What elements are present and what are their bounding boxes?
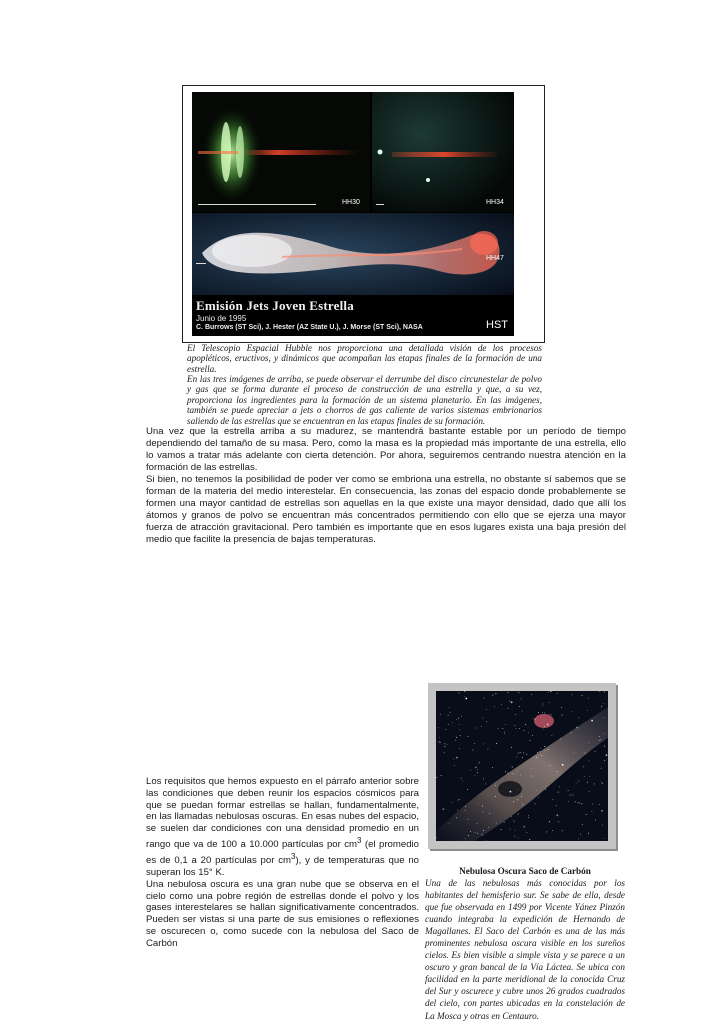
- star: [508, 692, 509, 693]
- star: [440, 714, 441, 715]
- star: [505, 724, 506, 725]
- star: [544, 726, 545, 727]
- star: [444, 746, 445, 747]
- coalsack-photo-frame: [428, 683, 616, 849]
- star: [439, 742, 440, 743]
- star: [536, 757, 537, 758]
- star: [522, 711, 523, 712]
- star: [485, 783, 486, 784]
- star: [572, 694, 573, 695]
- star: [438, 742, 439, 743]
- star: [456, 719, 457, 720]
- star: [507, 772, 508, 773]
- star: [531, 776, 532, 777]
- star: [455, 740, 456, 741]
- star: [486, 709, 487, 710]
- star: [470, 831, 471, 832]
- star: [452, 722, 453, 723]
- star: [582, 824, 583, 825]
- star: [575, 801, 576, 802]
- star: [483, 778, 484, 779]
- star: [505, 771, 506, 772]
- star: [528, 815, 529, 816]
- cm3-superscript-1: 3: [357, 835, 362, 845]
- star: [518, 837, 519, 838]
- star: [520, 775, 521, 776]
- star: [602, 825, 603, 826]
- star: [441, 775, 442, 776]
- star: [465, 838, 466, 839]
- star: [470, 770, 471, 771]
- star: [464, 691, 465, 692]
- star: [535, 803, 536, 804]
- hh30-label: HH30: [342, 199, 360, 206]
- star: [589, 791, 590, 792]
- star: [578, 838, 579, 839]
- star: [572, 794, 573, 795]
- star: [457, 800, 458, 801]
- hh30-image: [192, 92, 370, 212]
- star: [444, 743, 445, 744]
- star: [458, 718, 459, 719]
- star: [526, 754, 527, 755]
- star: [489, 813, 490, 814]
- star: [487, 748, 488, 749]
- star: [599, 740, 600, 741]
- star: [456, 757, 458, 759]
- star: [518, 789, 519, 790]
- star: [547, 724, 549, 726]
- star: [482, 718, 483, 719]
- star: [560, 739, 561, 740]
- star: [439, 737, 440, 738]
- lower-text-part-1: Los requisitos que hemos expuesto en el párrafo anterior sobre las condiciones que deben reunir los espacios cósmicos para que se puedan formar estrellas se hallan, fundamentalmente, en las llamadas nebulosas oscuras. En esas nubes del espacio, se suelen dar condiciones con una densidad promedio en un rango que va de 100 a 10.000 partículas por cm: [146, 776, 419, 851]
- star: [518, 753, 519, 754]
- star: [584, 776, 585, 777]
- star: [570, 795, 571, 796]
- star: [521, 796, 522, 797]
- star: [482, 806, 483, 807]
- star: [443, 808, 445, 810]
- body-paragraph-1: Una vez que la estrella arriba a su madurez, se mantendrá bastante estable por un período de tiempo dependiendo del tamaño de su masa. Pero, como la masa es la propiedad más importante de una estrella, ello lo vamos a tratar más adelante con cierta detención. Por ahora, seguiremos centrando nuestra atención en la formación de las estrellas.: [146, 426, 626, 473]
- body-paragraph-2: Si bien, no tenemos la posibilidad de poder ver como se embriona una estrella, no obstante sí sabemos que se forman de la materia del medio interestelar. En consecuencia, las zonas del espacio donde probablemente se formen una mayor cantidad de estrellas son aquellas en la que existe una mayor densidad, dado que allí los átomos y granos de polvo se encuentran más concentrados permitiendo con ello que se ejerza una mayor fuerza de atracción gravitacional. Pero también es importante que en esos lugares exista una baja presión del medio que facilite la presencia de bajas temperaturas.: [146, 474, 626, 545]
- star: [454, 765, 455, 766]
- star: [504, 731, 505, 732]
- star: [562, 715, 563, 716]
- star: [447, 744, 448, 745]
- star: [444, 752, 445, 753]
- star: [459, 748, 460, 749]
- star: [513, 820, 514, 821]
- star: [504, 733, 505, 734]
- lower-paragraph-2: Una nebulosa oscura es una gran nube que se observa en el cielo como una pobre región de estrellas donde el polvo y los gases interestelares se hallan significativamente concentrados. Pueden ser vistas si una parte de sus emisiones o reflexiones se oscurecen o, como sucede con la nebulosa del Saco de Carbón: [146, 878, 419, 949]
- nebula-caption: Una de las nebulosas más conocidas por los habitantes del hemisferio sur. Se sabe de ella, desde que fue observada en 1499 por Vicente Yánez Pinzón cuando integraba la expedición de Hernando de Magallanes. El Saco del Carbón es una de las más prominentes nebulosa oscura visible en los sureños cielos. Es bien visible a simple vista y se parece a un oscuro y gran bancal de la Vía Láctea. Se ubica con facilidad en la parte meridional de la conocida Cruz del Sur y oscurece y cubre unos 26 grados cuadrados del cielo, con partes ubicadas en la constelación de La Mosca y otras en Centauro.: [425, 878, 625, 1021]
- star: [604, 691, 605, 692]
- star: [558, 821, 559, 822]
- star: [486, 840, 487, 841]
- hh30-scale-bar: [198, 204, 316, 205]
- star: [576, 783, 577, 784]
- star: [488, 827, 489, 828]
- hh30-panel: [192, 92, 370, 212]
- star: [516, 757, 517, 758]
- star: [543, 729, 544, 730]
- star: [552, 830, 553, 831]
- star: [541, 755, 542, 756]
- star: [475, 832, 476, 833]
- star: [599, 736, 600, 737]
- star: [542, 712, 543, 713]
- figure-title: Emisión Jets Joven Estrella: [196, 298, 354, 313]
- star: [529, 839, 530, 840]
- star: [599, 691, 600, 692]
- star: [601, 768, 602, 769]
- star: [545, 750, 546, 751]
- star: [603, 733, 604, 734]
- star: [528, 817, 529, 818]
- star: [483, 811, 484, 812]
- hh34-image: [372, 92, 514, 212]
- star: [475, 767, 477, 769]
- hh47-image: [192, 213, 514, 295]
- star: [484, 698, 485, 699]
- star: [465, 810, 466, 811]
- hh34-scale-bar: [376, 204, 384, 205]
- star: [467, 789, 468, 790]
- star: [515, 830, 516, 831]
- star: [549, 702, 550, 703]
- star: [548, 749, 549, 750]
- star: [588, 698, 589, 699]
- star: [476, 728, 477, 729]
- star: [453, 759, 454, 760]
- star: [483, 830, 484, 831]
- star: [576, 727, 578, 729]
- star: [533, 718, 534, 719]
- star: [512, 773, 513, 774]
- star: [457, 810, 458, 811]
- star: [544, 746, 545, 747]
- star: [587, 782, 588, 783]
- star: [532, 735, 533, 736]
- star: [544, 713, 545, 714]
- star: [511, 747, 512, 748]
- star: [440, 742, 441, 743]
- star: [549, 822, 550, 823]
- star: [578, 717, 579, 718]
- star: [552, 799, 553, 800]
- star: [449, 707, 450, 708]
- star: [492, 767, 493, 768]
- star: [543, 704, 544, 705]
- body-text: [146, 426, 626, 546]
- star: [558, 792, 559, 793]
- star: [530, 740, 531, 741]
- star: [438, 727, 439, 728]
- star: [517, 771, 518, 772]
- star: [494, 706, 495, 707]
- star: [460, 735, 461, 736]
- star: [449, 823, 450, 824]
- star: [574, 752, 575, 753]
- star: [445, 729, 446, 730]
- star: [588, 742, 589, 743]
- star: [510, 791, 512, 793]
- star: [548, 692, 549, 693]
- star: [513, 801, 514, 802]
- star: [538, 712, 539, 713]
- star: [595, 751, 596, 752]
- star: [579, 803, 580, 804]
- star: [522, 757, 523, 758]
- star: [571, 732, 572, 733]
- star: [540, 748, 541, 749]
- star: [496, 823, 497, 824]
- star: [462, 780, 463, 781]
- star: [581, 803, 582, 804]
- lower-text: [146, 776, 419, 950]
- star: [539, 751, 540, 752]
- star: [531, 694, 532, 695]
- star: [448, 724, 449, 725]
- star: [459, 692, 460, 693]
- star: [508, 708, 509, 709]
- star: [551, 714, 552, 715]
- hh47-label: HH47: [486, 255, 504, 262]
- star: [587, 710, 588, 711]
- star: [523, 826, 525, 828]
- star: [585, 753, 586, 754]
- star: [461, 778, 462, 779]
- star: [502, 728, 503, 729]
- star: [578, 781, 579, 782]
- star: [523, 753, 524, 754]
- star: [517, 799, 518, 800]
- star: [589, 760, 590, 761]
- star: [556, 805, 557, 806]
- star: [478, 763, 479, 764]
- star: [568, 790, 569, 791]
- star: [595, 820, 596, 821]
- star: [456, 737, 457, 738]
- star: [583, 766, 584, 767]
- star: [468, 819, 469, 820]
- star: [511, 701, 513, 703]
- star: [475, 775, 476, 776]
- star: [601, 810, 603, 812]
- star: [477, 833, 478, 834]
- star: [550, 691, 551, 692]
- star: [592, 804, 593, 805]
- star: [603, 717, 604, 718]
- star: [481, 726, 482, 727]
- star: [557, 693, 558, 694]
- star: [591, 720, 593, 722]
- star: [514, 774, 515, 775]
- star: [604, 746, 605, 747]
- star: [518, 692, 519, 693]
- star: [479, 762, 480, 763]
- star: [459, 799, 460, 800]
- star: [459, 729, 460, 730]
- hh47-scale-bar: [196, 263, 206, 264]
- star: [465, 698, 467, 700]
- star: [582, 695, 583, 696]
- star: [546, 831, 547, 832]
- star: [604, 760, 605, 761]
- star: [603, 703, 604, 704]
- star: [522, 804, 523, 805]
- star: [450, 712, 451, 713]
- star: [477, 769, 478, 770]
- star: [465, 806, 466, 807]
- figure-caption-2: En las tres imágenes de arriba, se puede observar el derrumbe del disco circunestelar de polvo y gas que se forma durante el proceso de construcción de una estrella y que, a su vez, proporciona los ingredientes para la formación de un sistema planetario. En las imágenes, también se puede apreciar a jets o chorros de gas caliente de varios sistemas embrionarios saliendo de las estrellas que se encuentran en las etapas finales de su formación.: [187, 374, 542, 426]
- star: [568, 801, 569, 802]
- star: [483, 743, 484, 744]
- star: [520, 752, 521, 753]
- milky-way-image: [436, 691, 608, 841]
- star: [538, 797, 539, 798]
- star: [515, 714, 516, 715]
- star: [536, 790, 537, 791]
- star: [580, 834, 581, 835]
- star: [468, 736, 469, 737]
- star: [562, 830, 563, 831]
- star: [495, 785, 496, 786]
- figure-caption-1: El Telescopio Espacial Hubble nos proporciona una detallada visión de los procesos apopléticos, eructivos, y dinámicos que acompañan las etapas finales de la formación de una estrella.: [187, 343, 542, 374]
- star: [498, 728, 499, 729]
- star: [559, 786, 560, 787]
- star: [501, 704, 502, 705]
- star: [495, 796, 496, 797]
- star: [519, 728, 520, 729]
- hubble-jets-image: [192, 92, 514, 336]
- star: [535, 719, 536, 720]
- star: [524, 730, 525, 731]
- star: [594, 783, 595, 784]
- star: [601, 782, 602, 783]
- lower-text-part-2: (el promedio es de 0,1 a 20 partículas por cm: [146, 839, 419, 867]
- star: [478, 804, 479, 805]
- star: [549, 714, 550, 715]
- star: [599, 804, 600, 805]
- star: [572, 711, 573, 712]
- star: [588, 833, 589, 834]
- star: [542, 705, 543, 706]
- star: [591, 811, 592, 812]
- hh47-panel: [192, 213, 514, 295]
- hh34-panel: [372, 92, 514, 212]
- star: [537, 752, 538, 753]
- star: [604, 838, 605, 839]
- star: [468, 835, 469, 836]
- star: [601, 706, 602, 707]
- star: [556, 815, 558, 817]
- star: [504, 822, 505, 823]
- nebula-title: Nebulosa Oscura Saco de Carbón: [459, 866, 591, 876]
- star: [436, 837, 437, 838]
- star: [551, 735, 552, 736]
- star: [465, 696, 466, 697]
- star: [496, 743, 497, 744]
- star: [477, 772, 478, 773]
- star: [514, 836, 515, 837]
- star: [459, 724, 460, 725]
- star: [448, 715, 449, 716]
- star: [492, 695, 493, 696]
- hst-mark: HST: [486, 319, 508, 331]
- star: [477, 823, 478, 824]
- star: [516, 728, 517, 729]
- star: [461, 716, 462, 717]
- star: [509, 796, 510, 797]
- star: [509, 829, 510, 830]
- star: [549, 765, 550, 766]
- star: [514, 725, 515, 726]
- star: [482, 835, 483, 836]
- star: [561, 707, 562, 708]
- star: [602, 783, 603, 784]
- star: [562, 764, 564, 766]
- star: [495, 693, 496, 694]
- star: [514, 821, 515, 822]
- star: [473, 750, 474, 751]
- figure-date: Junio de 1995: [196, 314, 247, 323]
- coalsack-nebula-photo: [436, 691, 608, 841]
- hh34-label: HH34: [486, 199, 504, 206]
- star: [589, 776, 590, 777]
- star: [606, 754, 608, 756]
- cm3-superscript-2: 3: [291, 851, 296, 861]
- star: [600, 739, 601, 740]
- star: [528, 732, 529, 733]
- star: [508, 773, 509, 774]
- star: [456, 817, 457, 818]
- lower-paragraph-1: [146, 776, 419, 879]
- star: [525, 724, 526, 725]
- figure-caption-bar: [192, 295, 514, 336]
- star: [518, 814, 519, 815]
- star: [481, 834, 482, 835]
- star: [586, 814, 587, 815]
- star: [501, 829, 502, 830]
- star: [451, 802, 452, 803]
- star: [509, 701, 510, 702]
- star: [436, 777, 437, 778]
- star: [519, 706, 520, 707]
- star: [511, 816, 512, 817]
- star: [578, 802, 579, 803]
- lower-text-part-3: ), y de temperaturas que no superan los 15° K.: [146, 855, 420, 878]
- star: [474, 743, 475, 744]
- star: [512, 767, 513, 768]
- star: [486, 721, 487, 722]
- star: [531, 768, 532, 769]
- star: [545, 789, 546, 790]
- star: [526, 832, 527, 833]
- figure-credit: C. Burrows (ST Sci), J. Hester (AZ State U.), J. Morse (ST Sci), NASA: [196, 324, 423, 331]
- star: [557, 771, 558, 772]
- star: [521, 698, 522, 699]
